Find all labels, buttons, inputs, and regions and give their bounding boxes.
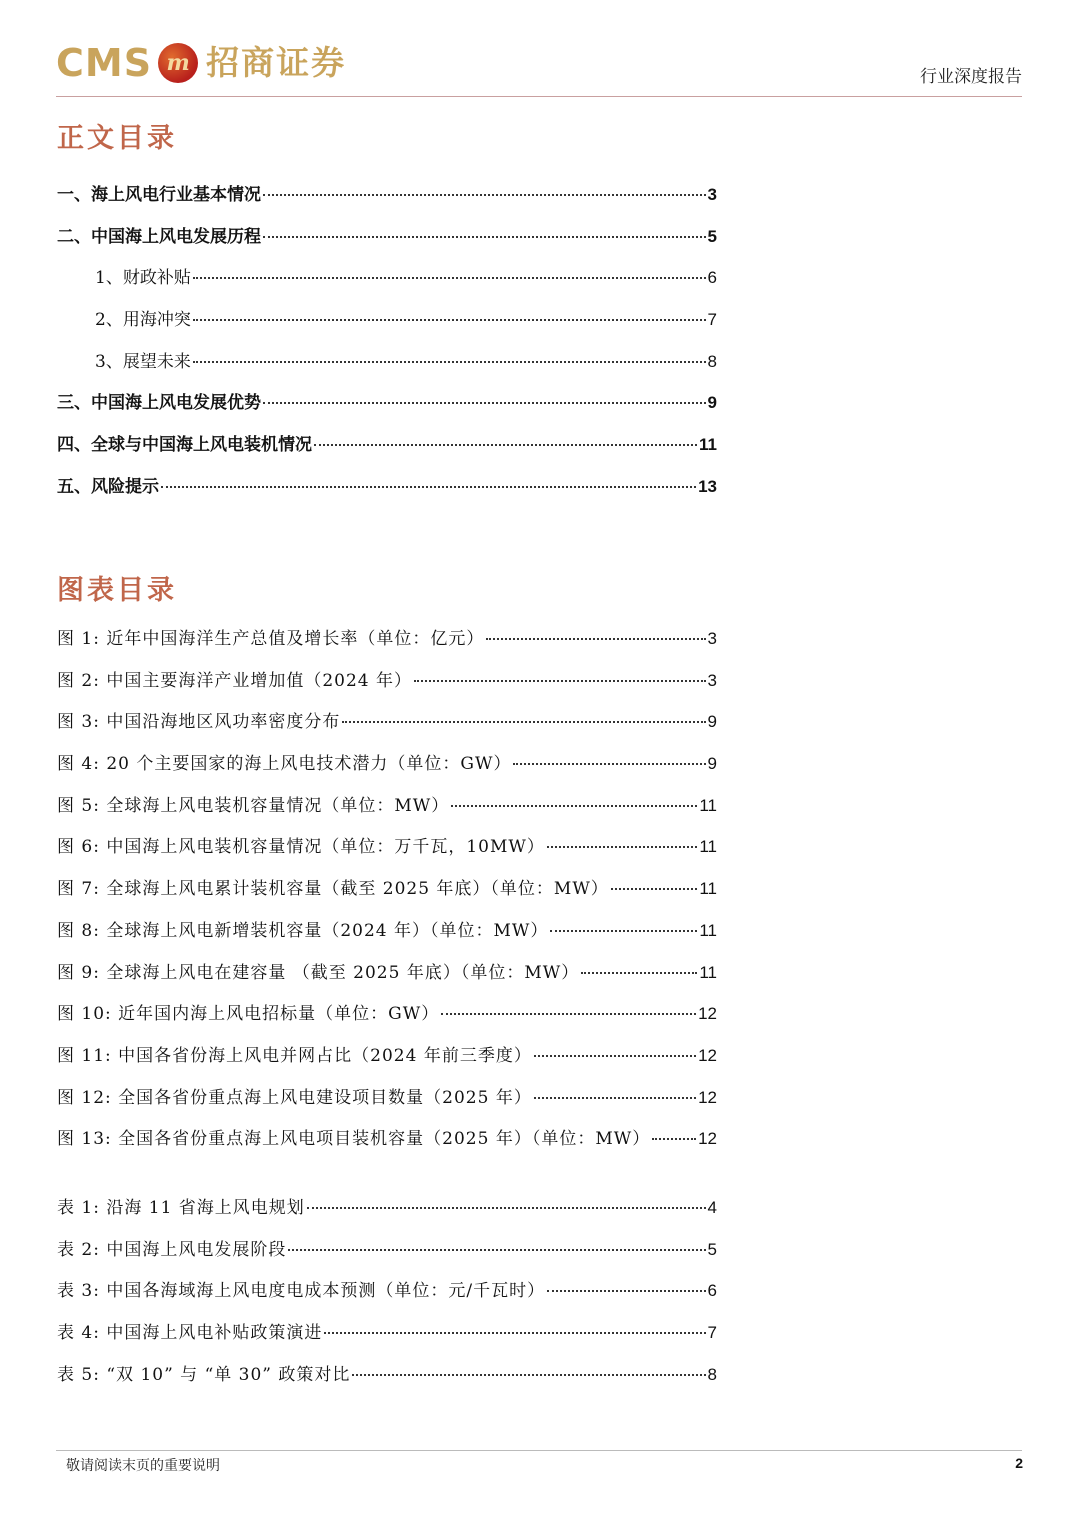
toc-entry[interactable] <box>57 743 717 785</box>
dot-leader <box>161 486 696 488</box>
toc-entry[interactable] <box>57 466 717 508</box>
toc-entry[interactable] <box>57 1118 717 1160</box>
toc-entry-page: 9 <box>707 393 717 413</box>
toc-entry-label: 图 13: 全国各省份重点海上风电项目装机容量（2025 年）（单位：MW） <box>57 1129 651 1150</box>
toc-entry-page: 3 <box>707 670 717 690</box>
toc-entry[interactable] <box>57 993 717 1035</box>
dot-leader <box>513 763 705 765</box>
dot-leader <box>486 638 705 640</box>
dot-leader <box>263 194 706 196</box>
toc-entry-label: 表 3: 中国各海域海上风电度电成本预测（单位：元/千瓦时） <box>57 1281 546 1302</box>
toc-entry-page: 3 <box>707 185 717 204</box>
footer-disclaimer: 敬请阅读末页的重要说明 <box>66 1458 220 1474</box>
dot-leader <box>314 444 697 446</box>
toc-entry[interactable] <box>57 216 717 258</box>
dot-leader <box>441 1013 696 1015</box>
toc-entry-label: 四、全球与中国海上风电装机情况 <box>57 435 312 456</box>
toc-entry-page: 12 <box>698 1129 717 1149</box>
toc-entry-label: 图 1: 近年中国海洋生产总值及增长率（单位：亿元） <box>57 629 485 649</box>
toc-entry[interactable] <box>57 1354 717 1396</box>
toc-entry-label: 表 5: “双 10” 与 “单 30” 政策对比 <box>57 1364 351 1385</box>
logo-text: CMS <box>56 41 153 85</box>
toc-entry-page: 11 <box>699 435 717 455</box>
cms-logo <box>56 38 346 88</box>
toc-entry-label: 表 1: 沿海 11 省海上风电规划 <box>57 1198 305 1218</box>
dot-leader <box>547 846 697 848</box>
toc-entry-label: 三、中国海上风电发展优势 <box>57 393 261 414</box>
table-toc-list <box>57 1187 717 1395</box>
toc-entry-label: 图 7: 全球海上风电累计装机容量（截至 2025 年底）（单位：MW） <box>57 879 609 900</box>
dot-leader <box>288 1249 705 1251</box>
toc-entry-page: 11 <box>699 962 717 982</box>
toc-entry-label: 图 10: 近年国内海上风电招标量（单位：GW） <box>57 1004 440 1025</box>
toc-entry-page: 12 <box>698 1045 717 1065</box>
toc-entry-label: 一、海上风电行业基本情况 <box>57 185 261 205</box>
toc-entry-label: 1、财政补贴 <box>95 268 191 289</box>
toc-entry-label: 3、展望未来 <box>95 351 191 372</box>
toc-entry[interactable] <box>57 1229 717 1271</box>
main-toc-title: 正文目录 <box>57 123 177 154</box>
dot-leader <box>342 721 705 723</box>
toc-entry[interactable] <box>57 1077 717 1119</box>
page-number: 2 <box>1015 1455 1023 1471</box>
toc-entry-page: 8 <box>707 351 717 371</box>
dot-leader <box>352 1374 705 1376</box>
dot-leader <box>611 888 698 890</box>
footer-divider <box>56 1450 1022 1451</box>
toc-entry-label: 图 11: 中国各省份海上风电并网占比（2024 年前三季度） <box>57 1045 532 1066</box>
toc-entry[interactable] <box>57 952 717 994</box>
toc-entry[interactable] <box>57 1035 717 1077</box>
figure-toc-title: 图表目录 <box>57 575 177 606</box>
dot-leader <box>451 805 697 807</box>
logo-mark-icon: m <box>158 43 198 83</box>
toc-entry-page: 8 <box>707 1364 717 1384</box>
report-type-label: 行业深度报告 <box>920 67 1022 87</box>
page-header <box>56 38 1022 88</box>
toc-entry[interactable] <box>57 910 717 952</box>
toc-entry-label: 图 5: 全球海上风电装机容量情况（单位：MW） <box>57 795 450 816</box>
toc-entry-label: 图 9: 全球海上风电在建容量 （截至 2025 年底）（单位：MW） <box>57 962 580 983</box>
toc-entry-label: 图 8: 全球海上风电新增装机容量（2024 年）（单位：MW） <box>57 920 549 941</box>
toc-entry-page: 11 <box>699 920 717 940</box>
toc-entry-page: 6 <box>707 268 717 288</box>
toc-entry-page: 6 <box>707 1281 717 1301</box>
dot-leader <box>581 972 697 974</box>
toc-entry-page: 9 <box>707 754 717 774</box>
toc-entry-page: 9 <box>707 712 717 732</box>
toc-entry[interactable] <box>57 618 717 660</box>
toc-entry-label: 表 2: 中国海上风电发展阶段 <box>57 1239 287 1260</box>
toc-entry[interactable] <box>57 1312 717 1354</box>
toc-entry-page: 11 <box>699 837 717 857</box>
toc-entry-label: 图 12: 全国各省份重点海上风电建设项目数量（2025 年） <box>57 1087 532 1108</box>
toc-entry-page: 3 <box>707 629 717 648</box>
dot-leader <box>324 1332 705 1334</box>
dot-leader <box>263 402 706 404</box>
toc-entry-label: 二、中国海上风电发展历程 <box>57 226 261 247</box>
logo-chinese-name: 招商证券 <box>206 43 347 82</box>
toc-entry[interactable] <box>57 868 717 910</box>
toc-entry-page: 5 <box>707 1239 717 1259</box>
dot-leader <box>550 930 697 932</box>
toc-entry-label: 2、用海冲突 <box>95 310 191 331</box>
toc-entry[interactable] <box>57 1270 717 1312</box>
toc-entry[interactable] <box>57 826 717 868</box>
dot-leader <box>652 1138 696 1140</box>
dot-leader <box>193 277 706 279</box>
dot-leader <box>307 1207 706 1209</box>
toc-entry-page: 11 <box>699 879 717 899</box>
toc-entry-page: 13 <box>698 476 717 496</box>
toc-entry-page: 7 <box>707 1323 717 1343</box>
toc-entry-page: 11 <box>699 795 717 815</box>
toc-entry-label: 五、风险提示 <box>57 476 159 497</box>
header-divider <box>56 96 1022 97</box>
toc-entry-label: 图 4: 20 个主要国家的海上风电技术潜力（单位：GW） <box>57 754 512 775</box>
main-toc-list <box>57 174 717 508</box>
toc-entry-label: 图 6: 中国海上风电装机容量情况（单位：万千瓦，10MW） <box>57 837 545 858</box>
toc-entry-page: 5 <box>707 226 717 246</box>
dot-leader <box>414 680 706 682</box>
dot-leader <box>547 1290 705 1292</box>
toc-entry[interactable] <box>57 257 717 299</box>
dot-leader <box>193 361 706 363</box>
dot-leader <box>534 1055 696 1057</box>
toc-entry-page: 12 <box>698 1087 717 1107</box>
toc-entry[interactable] <box>57 660 717 702</box>
toc-entry[interactable] <box>57 299 717 341</box>
toc-entry-page: 7 <box>707 310 717 330</box>
dot-leader <box>193 319 706 321</box>
toc-entry[interactable] <box>57 424 717 466</box>
toc-entry-page: 12 <box>698 1004 717 1024</box>
toc-entry-label: 表 4: 中国海上风电补贴政策演进 <box>57 1323 323 1344</box>
toc-entry[interactable] <box>57 1187 717 1229</box>
toc-entry[interactable] <box>57 341 717 383</box>
dot-leader <box>534 1097 696 1099</box>
figure-toc-list <box>57 618 717 1160</box>
dot-leader <box>263 236 706 238</box>
toc-entry-label: 图 3: 中国沿海地区风功率密度分布 <box>57 712 341 733</box>
toc-entry-page: 4 <box>707 1198 717 1217</box>
toc-entry[interactable] <box>57 382 717 424</box>
toc-entry[interactable] <box>57 174 717 216</box>
toc-entry-label: 图 2: 中国主要海洋产业增加值（2024 年） <box>57 670 413 691</box>
toc-entry[interactable] <box>57 785 717 827</box>
toc-entry[interactable] <box>57 701 717 743</box>
